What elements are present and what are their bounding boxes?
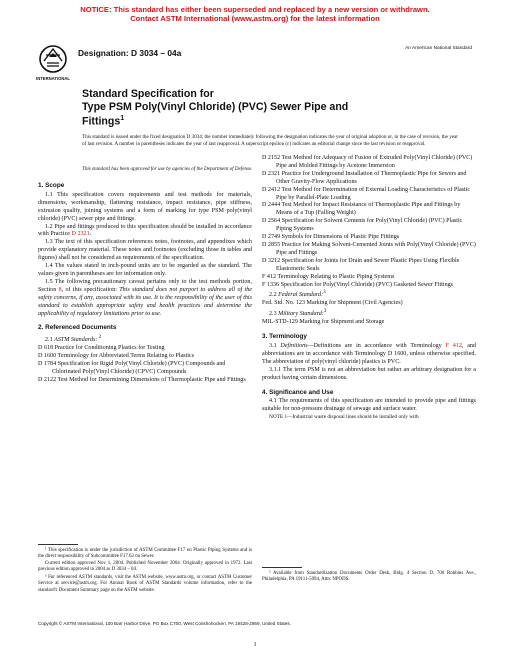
ref-item: F 412 Terminology Relating to Plastic Piping Systems (262, 273, 395, 280)
ref-item: D 2412 Test Method for Determination of External Loading Characteristics of Plastic Pipe by Parallel-Plate Loading (262, 186, 471, 201)
title-footnote-mark: 1 (120, 115, 125, 123)
footnote-rule-right (262, 567, 302, 568)
para-2-1: 2.1 ASTM Standards: $^2$ (45, 334, 102, 344)
footnotes-right (262, 571, 476, 584)
para-1-4: 1.4 The values stated in inch-pound units are to be regarded as the standard. The values given in parentheses are for information only. (38, 263, 252, 277)
federal-standard-item: Fed. Std. No. 123 Marking for Shipment (Civil Agencies) (262, 300, 403, 307)
ref-item: D 2122 Test Method for Determining Dimensions of Thermoplastic Pipe and Fittings (38, 376, 246, 383)
ref-item: D 2855 Practice for Making Solvent-Cemented Joints with Poly(Vinyl Chloride) (PVC) Pipe and Fittings (262, 241, 476, 256)
section-significance-heading: 4. Significance and Use (262, 388, 334, 396)
footnote-rule-left (38, 544, 78, 545)
para-3-1: 3.1 Definitions—Definitions are in accordance with Terminology F 412, and abbreviations are in accordance with Terminology D 1600, unless otherwise specified. The abbreviation of poly(vinyl chloride) plastics is PVC. (262, 343, 476, 365)
footnote-3: ³ Available from Standardization Documents Order Desk, Bldg. 4 Section D, 700 Robbins Ave., Philadelphia, PA 19111-5094, Attn: NPODS. (262, 571, 476, 583)
dod-note: This standard has been approved for use by agencies of the Department of Defense. (82, 166, 253, 172)
link-d2321[interactable]: D 2321 (71, 231, 90, 238)
link-section-8[interactable]: 8 (58, 286, 62, 293)
para-1-3: 1.3 The text of this specification references notes, footnotes, and appendixes which provide explanatory material. These notes and footnotes (excluding those in tables and figures) shall not be considered as requirements of the specification. (38, 239, 252, 262)
astm-logo-icon (38, 44, 68, 84)
footnote-1b: Current edition approved Nov 1, 2004. Published November 2004. Originally approved in 1972. Last previous edition approved in 2004 as D 3034 – 04. (38, 560, 252, 572)
section-scope-heading: 1. Scope (38, 182, 65, 189)
logo-label: INTERNATIONAL (36, 76, 70, 81)
footnote-2: ² For referenced ASTM standards, visit the ASTM website, www.astm.org, or contact ASTM Customer Service at service@astm.org. For Annual Book of ASTM Standards volume information, refer to the standard's Document Summary page on the ASTM website. (38, 575, 252, 593)
para-3-1-1: 3.1.1 The term PSM is not an abbreviation but rather an arbitrary designation for a product having certain dimensions. (262, 366, 476, 381)
copyright: Copyright © ASTM International, 100 Barr Harbor Drive, PO Box C700, West Conshohocken, PA 19428-2959, United States. (38, 621, 291, 626)
para-1-2: 1.2 Pipe and fittings produced to this specification should be installed in accordance with Practice D 2321. (38, 223, 252, 238)
ref-item: D 2152 Test Method for Adequacy of Fusion of Extruded Poly(Vinyl Chloride) (PVC) Pipe and Molded Fittings by Acetone Immersion (262, 155, 473, 169)
issue-note: This standard is issued under the fixed designation D 3034; the number immediately following the designation indicates the year of original adoption or, in the case of revision, the year of last revision. A number in parentheses indicates the year of last reapproval. A superscript epsilon (ε) indicates an editorial change since the last revision or reapproval. (82, 134, 458, 147)
section-referenced-documents-heading: 2. Referenced Documents (38, 324, 117, 332)
title-line-3: Fittings (82, 115, 121, 128)
footnote-1: ¹ This specification is under the jurisdiction of ASTM Committee F17 on Plastic Piping Systems and is the direct responsibility of Subcommittee F17.62 on Sewer. (38, 548, 252, 560)
ref-item: D 2749 Symbols for Dimensions of Plastic Pipe Fittings (262, 234, 400, 241)
military-standard-item: MIL-STD-129 Marking for Shipment and Storage (262, 319, 385, 326)
right-column (262, 155, 476, 421)
ref-item: F 1336 Specification for Poly(Vinyl Chloride) (PVC) Gasketed Sewer Fittings (262, 281, 454, 288)
footnotes-left (38, 548, 252, 594)
ref-item: D 618 Practice for Conditioning Plastics for Testing (38, 345, 165, 352)
left-column (38, 176, 252, 385)
ref-item: D 2321 Practice for Underground Installation of Thermoplastic Pipe for Sewers and Other Gravity-Flow Applications (262, 170, 467, 185)
para-2-2: 2.2 Federal Standard:$^3$ (269, 289, 326, 299)
ref-item: D 2444 Test Method for Impact Resistance of Thermoplastic Pipe and Fittings by Means of a Tup (Falling Weight) (262, 202, 461, 217)
para-1-1: 1.1 This specification covers requirements and test methods for materials, dimensions, workmanship, flattening resistance, impact resistance, pipe stiffness, extrusion quality, joining systems and a form of marking for type PSM poly(vinyl chloride) (PVC) sewer pipe and fittings. (38, 191, 252, 222)
american-national-standard-label: An American National Standard (405, 46, 472, 51)
title-line-2: Type PSM Poly(Vinyl Chloride) (PVC) Sewer Pipe and (82, 100, 349, 113)
notice-line-1: NOTICE: This standard has either been superseded and replaced by a new version or withdrawn. (80, 5, 430, 14)
para-1-5: 1.5 The following precautionary caveat pertains only to the test methods portion, Section 8, of this specification: This standard does not purport to address all of the safety concerns, if any, associated with its use. It is the responsibility of the user of this standard to establish appropriate safety and health practices and determine the applicability of regulatory limitations prior to use. (38, 278, 252, 317)
link-f412[interactable]: F 412 (445, 343, 462, 349)
section-terminology-heading: 3. Terminology (262, 333, 307, 341)
designation: Designation: D 3034 – 04a (78, 48, 182, 58)
para-2-3: 2.3 Military Standard:$^3$ (269, 308, 327, 318)
ref-item: D 2564 Specification for Solvent Cements for Poly(Vinyl Chloride) (PVC) Plastic Piping Systems (262, 218, 463, 233)
ref-item: D 3212 Specification for Joints for Drain and Sewer Plastic Pipes Using Flexible Elastomeric Seals (262, 257, 460, 272)
note-1: NOTE 1—Industrial waste disposal lines should be installed only with (269, 414, 419, 421)
ref-item: D 1784 Specification for Rigid Poly(Vinyl Chloride) (PVC) Compounds and Chlorinated Poly(Vinyl Chloride) (CPVC) Compounds (38, 361, 226, 375)
page-number: 1 (253, 641, 257, 648)
document-title (82, 88, 442, 128)
title-line-1: Standard Specification for (82, 88, 214, 100)
para-4-1: 4.1 The requirements of this specification are intended to provide pipe and fittings suitable for non-pressure drainage of sewage and surface water. (262, 398, 476, 413)
ref-item: D 1600 Terminology for Abbreviated Terms Relating to Plastics (38, 353, 194, 360)
withdrawal-notice (0, 5, 510, 23)
notice-line-2: Contact ASTM International (www.astm.org) for the latest information (130, 14, 380, 24)
